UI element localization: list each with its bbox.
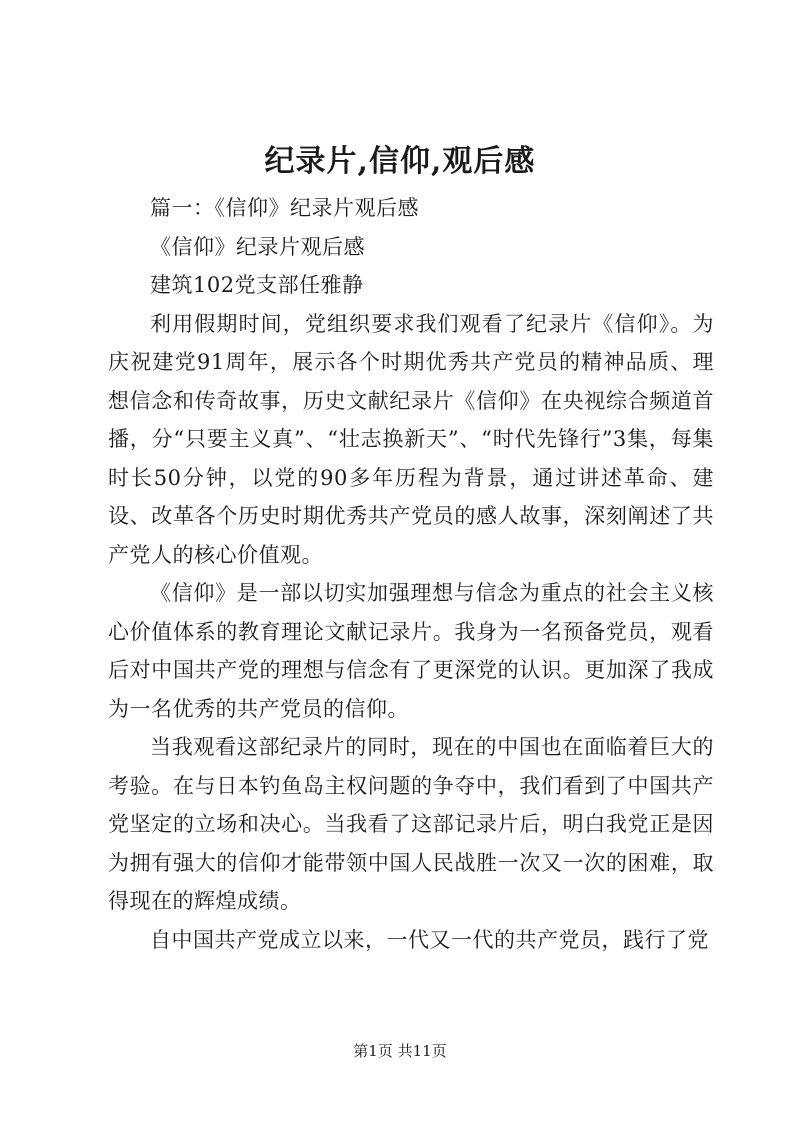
document-body <box>108 189 714 959</box>
page-footer: 第1页 共11页 <box>353 1042 447 1060</box>
paragraph-body: 自中国共产党成立以来，一代又一代的共产党员，践行了党 <box>150 927 709 952</box>
paragraph-author: 建筑102党支部任雅静 <box>150 273 364 297</box>
paragraph-body: 当我观看这部纪录片的同时，现在的中国也在面临着巨大的考验。在与日本钓鱼岛主权问题的争夺中，我们看到了中国共产党坚定的立场和决心。当我看了这部记录片后，明白我党正是因为拥有强大的信仰才能带领中国人民战胜一次又一次的困难，取得现在的辉煌成绩。 <box>108 735 714 913</box>
paragraph-body: 《信仰》是一部以切实加强理想与信念为重点的社会主义核心价值体系的教育理论文献记录片。我身为一名预备党员，观看后对中国共产党的理想与信念有了更深党的认识。更加深了我成为一名优秀的共产党员的信仰。 <box>108 581 714 721</box>
paragraph-section-heading: 篇一：《信仰》纪录片观后感 <box>150 196 419 220</box>
paragraph-body: 利用假期时间，党组织要求我们观看了纪录片《信仰》。为庆祝建党91周年，展示各个时期优秀共产党员的精神品质、理想信念和传奇故事，历史文献纪录片《信仰》在央视综合频道首播，分“只要主义真”、“壮志换新天”、“时代先锋行”3集，每集时长50分钟，以党的90多年历程为背景，通过讲述革命、建设、改革各个历史时期优秀共产党员的感人故事，深刻阐述了共产党人的核心价值观。 <box>108 311 714 567</box>
paragraph-subtitle: 《信仰》纪录片观后感 <box>150 234 365 259</box>
document-title: 纪录片,信仰,观后感 <box>264 144 536 179</box>
